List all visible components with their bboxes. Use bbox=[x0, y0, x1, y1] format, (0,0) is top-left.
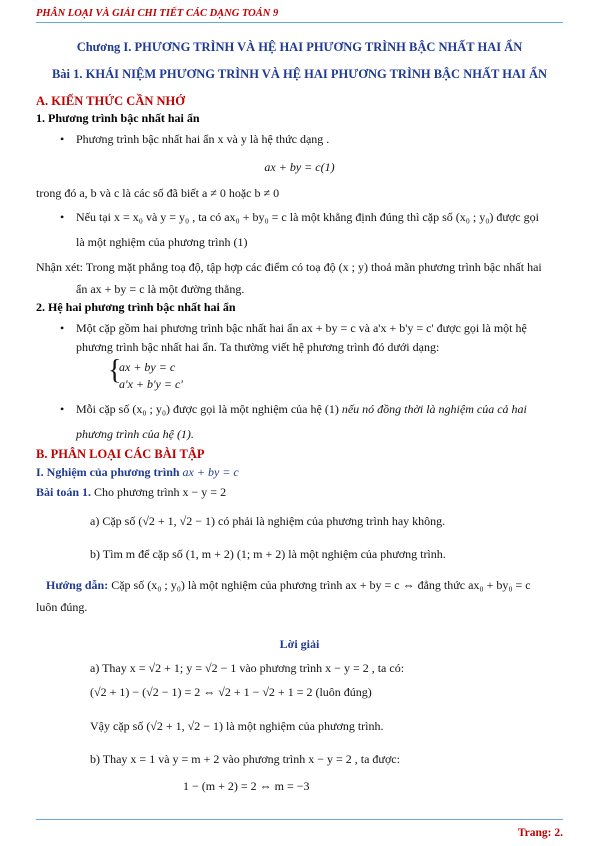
solution-b-line2: 1 − (m + 2) = 2 ⇔ m = −3 bbox=[183, 779, 310, 793]
system-eq2: a'x + b'y = c' bbox=[119, 377, 183, 391]
solution-a-line3: Vậy cặp số (√2 + 1, √2 − 1) là một nghiệm của phương trình. bbox=[90, 719, 384, 733]
bullet-solution-line1: • Nếu tại x = x₀ và y = y₀ , ta có ax₀ + by₀ = c là một khẳng định đúng thì cặp số (x₀ ; y₀) được gọi bbox=[76, 210, 539, 225]
hint-line2: luôn đúng. bbox=[36, 600, 88, 614]
bullet-system-line1: • Một cặp gồm hai phương trình bậc nhất hai ẩn ax + by = c và a'x + b'y = c' được gọi là một hệ bbox=[76, 321, 527, 336]
remark-line1: Nhận xét: Trong mặt phẳng toạ độ, tập hợp các điểm có toạ độ (x ; y) thoả mãn phương trình bậc nhất hai bbox=[36, 260, 542, 274]
subsection-b1-heading bbox=[36, 465, 239, 480]
bullet-definition: • Phương trình bậc nhất hai ẩn x và y là hệ thức dạng . bbox=[76, 132, 329, 147]
chapter-title: Chương I. PHƯƠNG TRÌNH VÀ HỆ HAI PHƯƠNG TRÌNH BẬC NHẤT HAI ẨN bbox=[76, 40, 523, 54]
system-brace: { bbox=[108, 355, 122, 386]
problem-1-text: Cho phương trình x − y = 2 bbox=[91, 485, 227, 499]
bullet-solution-line2: là một nghiệm của phương trình (1) bbox=[76, 235, 248, 249]
system-solution-italic: nếu nó đồng thời là nghiệm của cả hai bbox=[341, 402, 527, 416]
formula-1: ax + by = c(1) bbox=[264, 160, 335, 174]
lesson-title: Bài 1. KHÁI NIỆM PHƯƠNG TRÌNH VÀ HỆ HAI PHƯƠNG TRÌNH BẬC NHẤT HAI ẨN bbox=[51, 67, 548, 81]
footer-rule bbox=[36, 819, 563, 820]
problem-1-label: Bài toán 1. bbox=[36, 485, 92, 499]
page-number: Trang: 2. bbox=[517, 827, 563, 839]
bullet-system-solution-line2: phương trình của hệ (1). bbox=[76, 427, 194, 441]
bullet-system-line2: phương trình bậc nhất hai ẩn. Ta thường viết hệ phương trình đó dưới dạng: bbox=[76, 340, 440, 354]
header-rule bbox=[36, 22, 563, 23]
section-b-heading: B. PHÂN LOẠI CÁC BÀI TẬP bbox=[36, 447, 205, 461]
problem-part-b: b) Tìm m để cặp số (1, m + 2) (1; m + 2) là một nghiệm của phương trình. bbox=[90, 547, 446, 561]
solution-a-line1: a) Thay x = √2 + 1; y = √2 − 1 vào phương trình x − y = 2 , ta có: bbox=[90, 661, 405, 675]
section-a-heading: A. KIẾN THỨC CẦN NHỚ bbox=[36, 94, 185, 108]
hint-text: Cặp số (x₀ ; y₀) là một nghiệm của phương trình ax + by = c ⇔ đẳng thức ax₀ + by₀ = c bbox=[108, 578, 531, 592]
solution-title: Lời giải bbox=[279, 637, 320, 651]
remark-line2: ẩn ax + by = c là một đường thẳng. bbox=[76, 282, 245, 296]
subsection-b1-math: ax + by = c bbox=[182, 465, 239, 479]
system-solution-text: Mỗi cặp số (x₀ ; y₀) được gọi là một nghiệm của hệ (1) bbox=[76, 402, 342, 416]
running-header: PHÂN LOẠI VÀ GIẢI CHI TIẾT CÁC DẠNG TOÁN 9 bbox=[36, 8, 279, 19]
problem-1 bbox=[36, 485, 226, 500]
system-eq1: ax + by = c bbox=[119, 360, 176, 374]
hint-label: Hướng dẫn: bbox=[46, 578, 109, 592]
hint-line1 bbox=[46, 578, 531, 593]
subsection-1-heading: 1. Phương trình bậc nhất hai ẩn bbox=[36, 111, 200, 125]
subsection-2-heading: 2. Hệ hai phương trình bậc nhất hai ẩn bbox=[36, 300, 236, 314]
subsection-b1-text: I. Nghiệm của phương trình bbox=[36, 465, 183, 479]
condition-text: trong đó a, b và c là các số đã biết a ≠ 0 hoặc b ≠ 0 bbox=[36, 186, 280, 200]
problem-part-a: a) Cặp số (√2 + 1, √2 − 1) có phải là nghiệm của phương trình hay không. bbox=[90, 514, 446, 528]
bullet-system-solution-line1 bbox=[76, 402, 527, 417]
solution-a-line2: (√2 + 1) − (√2 − 1) = 2 ⇔ √2 + 1 − √2 + 1 = 2 (luôn đúng) bbox=[90, 685, 372, 699]
solution-b-line1: b) Thay x = 1 và y = m + 2 vào phương trình x − y = 2 , ta được: bbox=[90, 752, 400, 766]
